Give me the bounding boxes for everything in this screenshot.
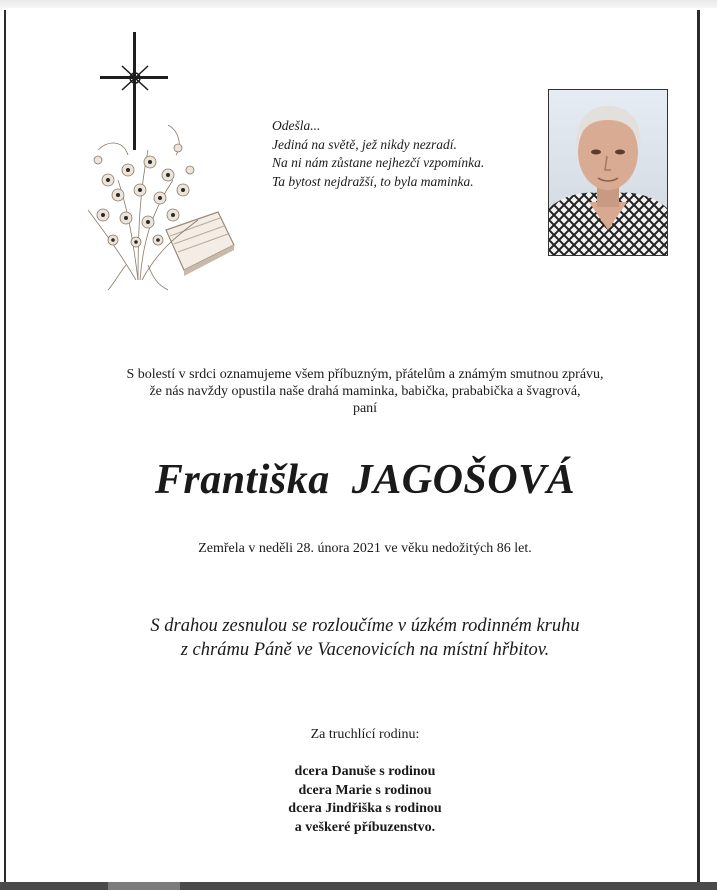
mourner-line: a veškeré příbuzenstvo. [294, 819, 436, 835]
portrait-photo [549, 90, 667, 255]
poem [272, 117, 542, 191]
mourner-line: dcera Jindřiška s rodinou [288, 801, 442, 816]
mourners-list [40, 763, 690, 837]
farewell-text [40, 614, 690, 662]
announcement-line: paní [352, 401, 378, 416]
poem-line: Odešla... [272, 118, 321, 133]
poem-line: Ta bytost nejdražší, to byla maminka. [272, 173, 474, 189]
farewell-line: S drahou zesnulou se rozloučíme v úzkém rodinném kruhu [150, 616, 580, 636]
deceased-name: Františka JAGOŠOVÁ [154, 457, 576, 503]
scrollbar-thumb[interactable] [108, 882, 180, 890]
mourners-label: Za truchlící rodinu: [310, 727, 420, 742]
poem-line: Jediná na světě, jež nikdy nezradí. [272, 136, 457, 152]
cross-icon [100, 32, 168, 150]
cross-flowers-illustration [78, 30, 238, 292]
page-border-left [4, 10, 6, 886]
farewell-line: z chrámu Páně ve Vacenovicích na místní hřbitov. [180, 640, 550, 660]
announcement-line: že nás navždy opustila naše drahá maminka, babička, prababička a švagrová, [149, 384, 581, 399]
viewer-top-strip [0, 0, 717, 8]
open-book-icon [166, 212, 234, 276]
mourner-line: dcera Marie s rodinou [298, 782, 432, 798]
page-border-right [697, 10, 700, 886]
deceased-portrait [548, 89, 668, 256]
mourner-line: dcera Danuše s rodinou [294, 764, 436, 779]
death-notice: Zemřela v neděli 28. února 2021 ve věku nedožitých 86 let. [198, 541, 532, 556]
announcement-line: S bolestí v srdci oznamujeme všem příbuzným, přátelům a známým smutnou zprávu, [126, 367, 604, 382]
announcement-text [40, 366, 690, 417]
poem-line: Na ni nám zůstane nejhezčí vzpomínka. [272, 155, 485, 170]
horizontal-scrollbar[interactable] [0, 882, 717, 890]
